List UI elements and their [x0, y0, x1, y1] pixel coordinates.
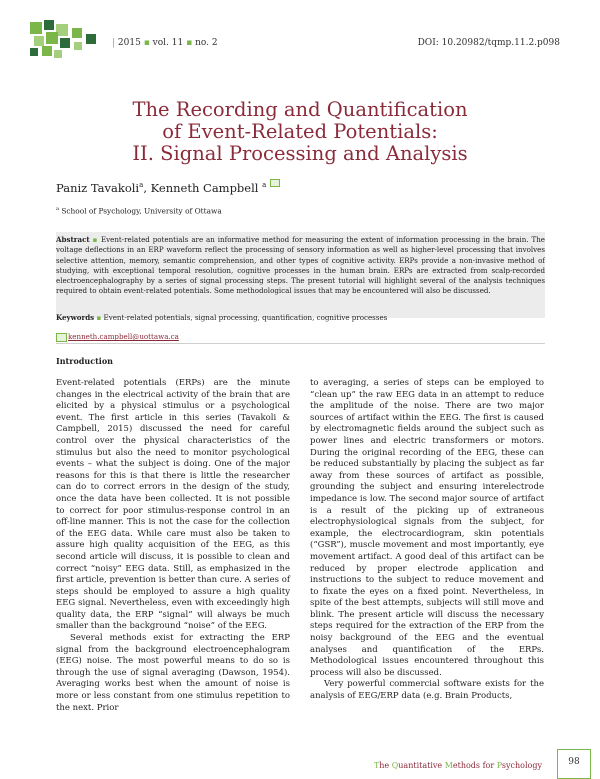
body-column-right	[310, 378, 544, 703]
article-title	[0, 99, 600, 165]
affiliation	[56, 206, 222, 215]
issue-info: | 2015 ▪ vol. 11 ▪ no. 2	[112, 38, 218, 48]
paragraph: Very powerful commercial software exists for the analysis of EEG/ERP data (e.g. Brain Products,	[310, 679, 544, 702]
bullet-icon: ▪	[92, 235, 99, 244]
journal-initial: T	[373, 761, 380, 770]
issue-volume: vol. 11	[152, 38, 184, 48]
journal-word: ethods for	[452, 761, 497, 770]
paragraph: Event-related potentials (ERPs) are the minute changes in the electrical activity of the brain that are elicited by a physical stimulus or a psychological event. The first article in this series (Tavakoli & Campbell, 2015) discussed the need for careful control over the physical characteristics of the stimulus but also the need to monitor psychological events – what the subject is doing. One of the major reasons for this is that there is little the researcher can do to correct errors in the design of the study, once the data have been collected. It is not possible to correct for poor stimulus-response control in an off-line manner. This is not the case for the collection of the EEG data. While care must also be taken to assure high quality acquisition of the EEG, as this second article will discuss, it is possible to clean and correct “noisy” EEG data. Still, as emphasized in the first article, prevention is better than cure. A series of steps should be employed to assure a high quality EEG signal. Nevertheless, even with exceedingly high quality data, the ERP “signal” will always be much smaller than the background “noise” of the EEG.	[56, 378, 290, 632]
author-affil-mark: a	[139, 181, 144, 189]
section-heading: Introduction	[56, 356, 113, 366]
journal-initial: Q	[391, 761, 399, 770]
issue-number: no. 2	[195, 38, 218, 48]
page-number: 98	[568, 757, 580, 767]
author-affil-mark: a	[262, 181, 267, 189]
title-line-3: II. Signal Processing and Analysis	[132, 142, 468, 165]
title-line-2: of Event-Related Potentials:	[162, 120, 438, 143]
issue-year: 2015	[117, 38, 141, 48]
journal-name	[374, 761, 542, 770]
title-line-1: The Recording and Quantification	[132, 98, 468, 121]
keywords-text: Event-related potentials, signal processing, quantification, cognitive processes	[103, 313, 388, 322]
affiliation-text: School of Psychology, University of Ottawa	[61, 206, 222, 216]
envelope-icon	[56, 333, 67, 342]
envelope-icon[interactable]	[270, 179, 280, 187]
abstract	[56, 235, 545, 297]
divider	[56, 343, 545, 344]
author-name: Paniz Tavakoli	[56, 180, 140, 195]
keywords-label: Keywords	[56, 313, 95, 322]
bullet-icon: ▪	[96, 313, 102, 322]
body-column-left	[56, 378, 290, 714]
journal-initial: P	[496, 761, 502, 770]
abstract-text: Event-related potentials are an informative method for measuring the extent of information processing in the brain. The voltage deflections in an ERP waveform reflect the processing of sensory information as well as higher-level processing that involves selective attention, memory, semantic comprehension, and other types of cognitive activity. ERPs provide a non-invasive method of studying, with exceptional temporal resolution, cognitive processes in the human brain. ERPs are extracted from scalp-recorded electroencephalography by a series of signal processing steps. The present tutorial will highlight several of the analysis techniques required to obtain event-related potentials. Some methodological issues that may be encountered will also be discussed.	[56, 235, 545, 296]
affil-mark: a	[56, 206, 59, 212]
journal-initial: M	[444, 761, 453, 770]
journal-word: sychology	[501, 761, 542, 770]
journal-logo-icon	[28, 18, 104, 58]
contact-email[interactable]: kenneth.campbell@uottawa.ca	[68, 332, 179, 341]
author-separator: ,	[143, 180, 151, 195]
journal-word: he	[379, 761, 392, 770]
abstract-label: Abstract	[56, 235, 90, 244]
author-name: Kenneth Campbell	[150, 180, 259, 195]
doi[interactable]: DOI: 10.20982/tqmp.11.2.p098	[417, 38, 560, 48]
keywords	[56, 313, 545, 322]
paragraph: to averaging, a series of steps can be employed to “clean up” the raw EEG data in an attempt to reduce the amplitude of the noise. There are two major sources of artifact within the EEG. The first is caused by electromagnetic fields around the subject such as power lines and electric transformers or motors. During the original recording of the EEG, these can be reduced substantially by placing the subject as far away from these sources of artifact as possible, grounding the subject and ensuring interelectrode impedance is low. The second major source of artifact is a result of the picking up of extraneous electrophysiological signals from the subject, for example, the electrocardiogram, skin potentials (“GSR”), muscle movement and most importantly, eye movement artifact. A good deal of this artifact can be reduced by proper electrode application and instructions to the subject to reduce movement and to fixate the eyes on a fixed point. Nevertheless, in spite of the best attempts, subjects will still move and blink. The present article will discuss the necessary steps required for the extraction of the ERP from the noisy background of the EEG and the eventual analyses and quantification of the ERPs. Methodological issues encountered throughout this process will also be discussed.	[310, 378, 544, 678]
paragraph: Several methods exist for extracting the ERP signal from the background electroencephalogram (EEG) noise. The most powerful means to do so is through the use of signal averaging (Dawson, 1954). Averaging works best when the amount of noise is more or less constant from one stimulus repetition to the next. Prior	[56, 633, 290, 713]
author-list	[56, 179, 280, 195]
journal-word: uantitative	[398, 761, 445, 770]
